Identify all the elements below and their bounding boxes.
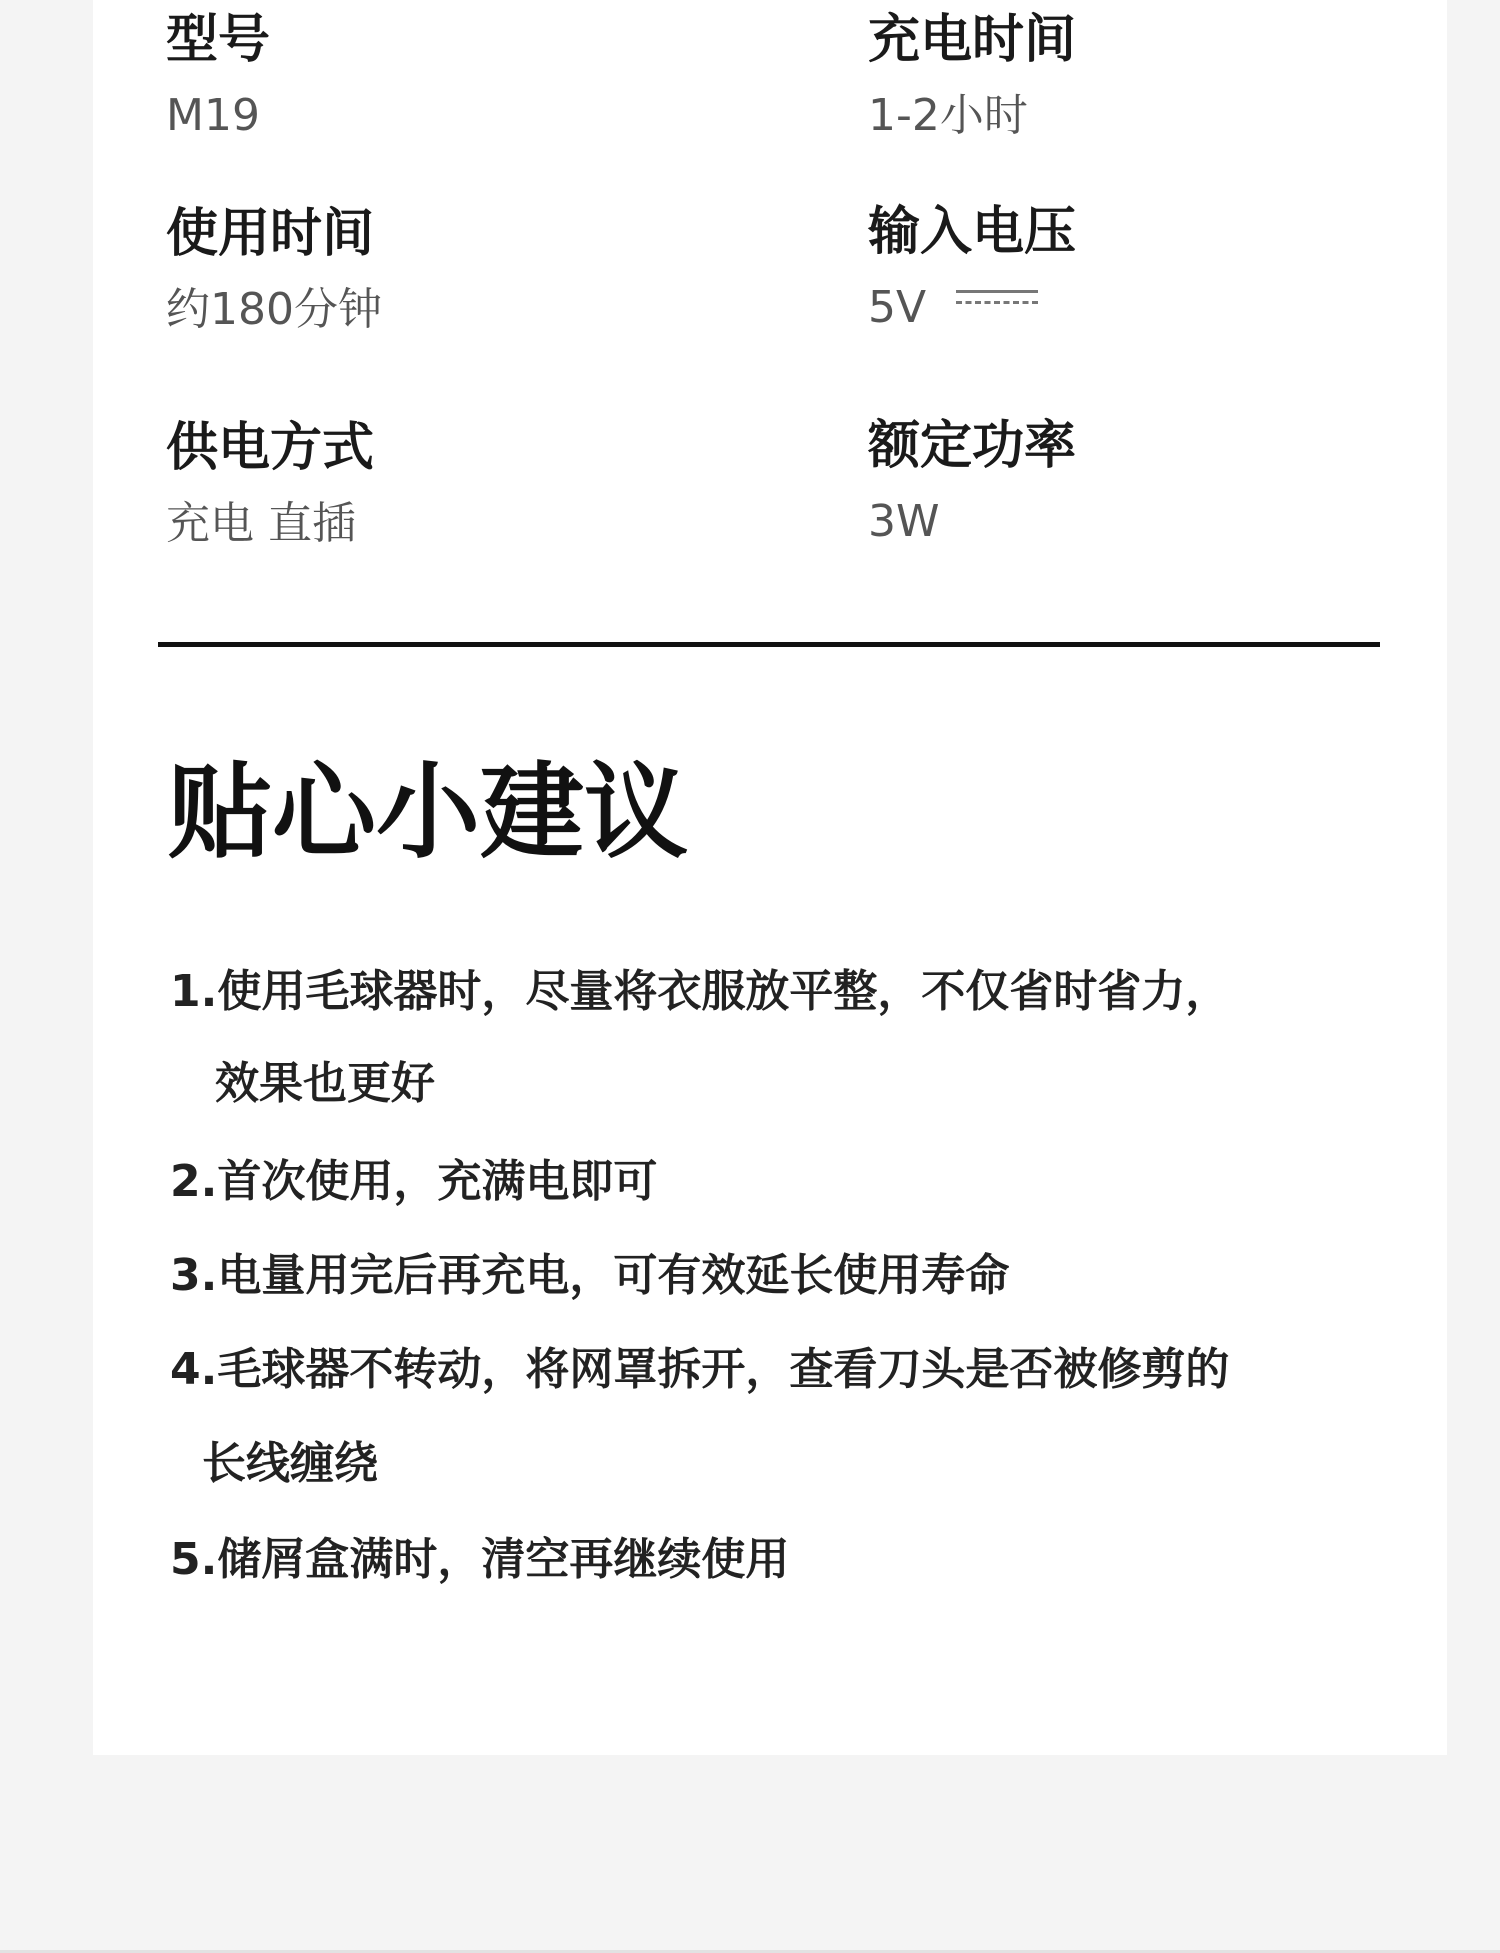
- spec-value: 5V: [868, 282, 927, 333]
- spec-model: [166, 10, 271, 141]
- spec-value: 约180分钟: [166, 284, 382, 335]
- spec-label: 使用时间: [166, 204, 375, 264]
- tip-item: 2.首次使用，充满电即可: [170, 1156, 658, 1207]
- tip-item-continuation: 长线缠绕: [202, 1438, 378, 1489]
- tips-title: 贴心小建议: [168, 751, 689, 873]
- tip-item: 3.电量用完后再充电，可有效延长使用寿命: [170, 1250, 1010, 1301]
- spec-input-voltage: [868, 202, 1077, 333]
- spec-power-supply: [166, 418, 375, 549]
- spec-value: 1-2小时: [868, 90, 1028, 141]
- spec-label: 充电时间: [868, 10, 1077, 70]
- tip-item: 1.使用毛球器时，尽量将衣服放平整，不仅省时省力，: [170, 966, 1230, 1017]
- dc-current-symbol-icon: [956, 290, 1038, 310]
- spec-rated-power: [868, 416, 1077, 547]
- spec-label: 输入电压: [868, 202, 1077, 262]
- spec-value: 3W: [868, 496, 940, 547]
- tip-item: 5.储屑盒满时，清空再继续使用: [170, 1534, 790, 1585]
- spec-value: M19: [166, 90, 260, 141]
- spec-label: 型号: [166, 10, 271, 70]
- spec-value: 充电 直插: [166, 498, 356, 549]
- spec-charge-time: [868, 10, 1077, 141]
- spec-label: 额定功率: [868, 416, 1077, 476]
- section-divider: [158, 642, 1380, 647]
- spec-value-row: [868, 282, 1076, 333]
- tip-item-continuation: 效果也更好: [215, 1058, 435, 1109]
- spec-label: 供电方式: [166, 418, 375, 478]
- spec-usage-time: [166, 204, 382, 335]
- tip-item: 4.毛球器不转动，将网罩拆开，查看刀头是否被修剪的: [170, 1344, 1230, 1395]
